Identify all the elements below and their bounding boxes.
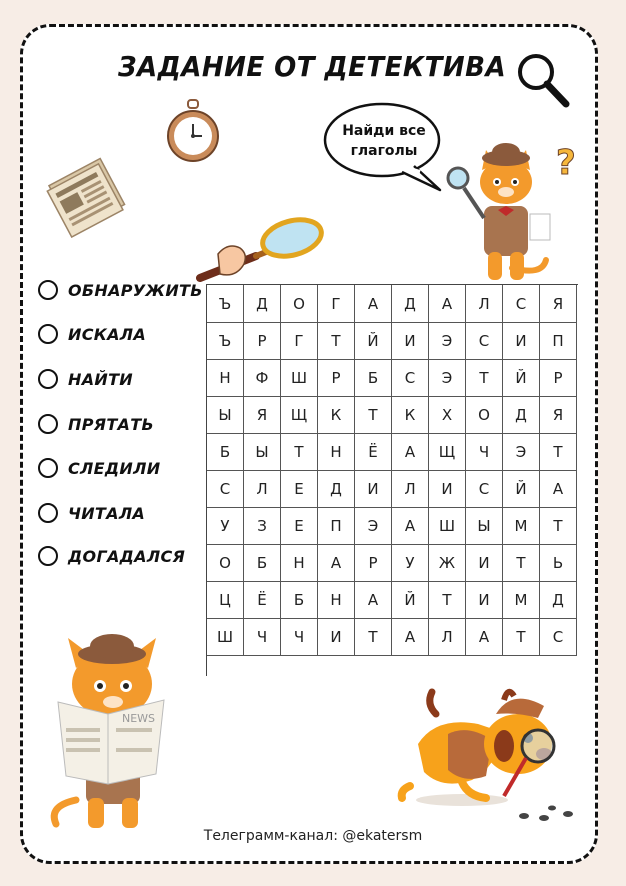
grid-cell[interactable]: Б xyxy=(281,581,318,619)
grid-cell[interactable]: А xyxy=(429,285,466,323)
grid-cell[interactable]: Ч xyxy=(244,618,281,656)
grid-cell[interactable]: Д xyxy=(244,285,281,323)
grid-cell[interactable]: Р xyxy=(318,359,355,397)
list-item[interactable] xyxy=(38,412,154,436)
grid-cell[interactable]: Я xyxy=(540,285,577,323)
word-label: НАЙТИ xyxy=(68,369,133,389)
grid-cell[interactable]: Ъ xyxy=(207,322,244,360)
grid-cell[interactable]: Т xyxy=(355,618,392,656)
grid-cell[interactable]: Г xyxy=(318,285,355,323)
grid-cell[interactable]: Л xyxy=(466,285,503,323)
grid-cell[interactable]: Т xyxy=(540,433,577,471)
hand-magnifier-icon xyxy=(192,214,326,290)
grid-cell[interactable]: Й xyxy=(392,581,429,619)
grid-cell[interactable]: Л xyxy=(392,470,429,508)
grid-cell[interactable]: С xyxy=(466,470,503,508)
grid-cell[interactable]: К xyxy=(318,396,355,434)
grid-cell[interactable]: Т xyxy=(503,544,540,582)
grid-cell[interactable]: З xyxy=(244,507,281,545)
grid-cell[interactable]: Т xyxy=(281,433,318,471)
grid-cell[interactable]: Э xyxy=(503,433,540,471)
grid-cell[interactable]: И xyxy=(466,581,503,619)
grid-cell[interactable]: Ь xyxy=(540,544,577,582)
grid-cell[interactable]: О xyxy=(466,396,503,434)
grid-cell[interactable]: Й xyxy=(503,470,540,508)
grid-cell[interactable]: Щ xyxy=(281,396,318,434)
grid-cell[interactable]: Г xyxy=(281,322,318,360)
grid-cell[interactable]: Р xyxy=(244,322,281,360)
grid-cell[interactable]: Л xyxy=(429,618,466,656)
checkbox-circle[interactable] xyxy=(38,280,58,300)
grid-cell[interactable]: Б xyxy=(355,359,392,397)
list-item[interactable] xyxy=(38,278,203,302)
grid-cell[interactable]: Ё xyxy=(355,433,392,471)
magnifier-icon xyxy=(514,50,572,110)
grid-cell[interactable]: О xyxy=(207,544,244,582)
grid-cell[interactable]: П xyxy=(318,507,355,545)
grid-cell[interactable]: И xyxy=(429,470,466,508)
grid-cell[interactable]: Д xyxy=(503,396,540,434)
grid-cell[interactable]: С xyxy=(503,285,540,323)
grid-cell[interactable]: Б xyxy=(207,433,244,471)
newspaper-label: NEWS xyxy=(122,712,156,725)
footer-telegram: Телеграмм-канал: @ekatersm xyxy=(203,828,423,844)
grid-cell[interactable]: Ы xyxy=(207,396,244,434)
word-label: ОБНАРУЖИТЬ xyxy=(68,280,203,300)
grid-cell[interactable]: Т xyxy=(540,507,577,545)
speech-bubble-text: Найди все глаголы xyxy=(342,123,426,159)
checkbox-circle[interactable] xyxy=(38,546,58,566)
grid-cell[interactable]: П xyxy=(540,322,577,360)
checkbox-circle[interactable] xyxy=(38,503,58,523)
grid-cell[interactable]: Ш xyxy=(429,507,466,545)
grid-cell[interactable]: Т xyxy=(503,618,540,656)
word-label: ДОГАДАЛСЯ xyxy=(68,546,186,566)
list-item[interactable] xyxy=(38,456,160,480)
grid-cell[interactable]: Ф xyxy=(244,359,281,397)
grid-cell[interactable]: Н xyxy=(318,433,355,471)
grid-cell[interactable]: Ш xyxy=(281,359,318,397)
grid-cell[interactable]: Х xyxy=(429,396,466,434)
checkbox-circle[interactable] xyxy=(38,369,58,389)
word-label: ПРЯТАТЬ xyxy=(68,414,154,434)
grid-cell[interactable]: Р xyxy=(540,359,577,397)
grid-cell[interactable]: С xyxy=(466,322,503,360)
grid-cell[interactable]: Е xyxy=(281,470,318,508)
grid-cell[interactable]: Ъ xyxy=(207,285,244,323)
grid-cell[interactable]: Е xyxy=(281,507,318,545)
grid-cell[interactable]: С xyxy=(207,470,244,508)
detective-cat-bottom xyxy=(46,628,176,840)
grid-cell[interactable]: И xyxy=(503,322,540,360)
grid-cell[interactable]: И xyxy=(466,544,503,582)
list-item[interactable] xyxy=(38,544,185,568)
grid-cell[interactable]: Й xyxy=(355,322,392,360)
list-item[interactable] xyxy=(38,367,133,391)
grid-cell[interactable]: Т xyxy=(355,396,392,434)
grid-cell[interactable]: А xyxy=(392,618,429,656)
grid-cell[interactable]: А xyxy=(540,470,577,508)
grid-cell[interactable]: Ы xyxy=(244,433,281,471)
word-label: СЛЕДИЛИ xyxy=(68,458,161,478)
grid-cell[interactable]: С xyxy=(392,359,429,397)
svg-text:?: ? xyxy=(556,143,576,183)
grid-cell[interactable]: Т xyxy=(429,581,466,619)
grid-cell[interactable]: Я xyxy=(244,396,281,434)
grid-cell[interactable]: Э xyxy=(355,507,392,545)
grid-cell[interactable]: Н xyxy=(281,544,318,582)
grid-cell[interactable]: Э xyxy=(429,359,466,397)
grid-cell[interactable]: Р xyxy=(355,544,392,582)
word-label: ИСКАЛА xyxy=(68,324,147,344)
grid-cell[interactable]: А xyxy=(392,433,429,471)
grid-cell[interactable]: Й xyxy=(503,359,540,397)
grid-cell[interactable]: Ё xyxy=(244,581,281,619)
grid-cell[interactable]: Н xyxy=(207,359,244,397)
checkbox-circle[interactable] xyxy=(38,324,58,344)
grid-cell[interactable]: К xyxy=(392,396,429,434)
list-item[interactable] xyxy=(38,322,146,346)
grid-cell[interactable]: Я xyxy=(540,396,577,434)
grid-cell[interactable]: А xyxy=(392,507,429,545)
page-title: ЗАДАНИЕ ОТ ДЕТЕКТИВА xyxy=(118,50,507,83)
question-mark-icon xyxy=(552,140,582,184)
grid-cell[interactable]: С xyxy=(540,618,577,656)
grid-cell[interactable]: Ч xyxy=(466,433,503,471)
grid-cell[interactable]: О xyxy=(281,285,318,323)
grid-cell[interactable]: У xyxy=(392,544,429,582)
grid-cell[interactable]: Ж xyxy=(429,544,466,582)
grid-cell[interactable]: Т xyxy=(466,359,503,397)
grid-cell[interactable]: Щ xyxy=(429,433,466,471)
detective-dog xyxy=(392,684,582,824)
grid-cell[interactable]: А xyxy=(318,544,355,582)
grid-cell[interactable]: Н xyxy=(318,581,355,619)
grid-cell[interactable]: Д xyxy=(392,285,429,323)
grid-cell[interactable]: Э xyxy=(429,322,466,360)
checkbox-circle[interactable] xyxy=(38,458,58,478)
word-search-grid xyxy=(206,284,578,676)
word-label: ЧИТАЛА xyxy=(68,503,146,523)
grid-cell[interactable]: Ч xyxy=(281,618,318,656)
list-item[interactable] xyxy=(38,501,145,525)
grid-cell[interactable]: Б xyxy=(244,544,281,582)
grid-cell[interactable]: Ш xyxy=(207,618,244,656)
grid-cell[interactable]: А xyxy=(466,618,503,656)
grid-cell[interactable]: И xyxy=(355,470,392,508)
grid-cell[interactable]: Ы xyxy=(466,507,503,545)
grid-cell[interactable]: У xyxy=(207,507,244,545)
grid-cell[interactable]: Л xyxy=(244,470,281,508)
checkbox-circle[interactable] xyxy=(38,414,58,434)
clock-icon xyxy=(164,98,222,166)
newspaper-icon xyxy=(46,152,132,238)
grid-cell[interactable]: А xyxy=(355,581,392,619)
grid-cell[interactable]: Д xyxy=(540,581,577,619)
grid-cell[interactable]: Д xyxy=(318,470,355,508)
grid-cell[interactable]: И xyxy=(392,322,429,360)
grid-cell[interactable]: Ц xyxy=(207,581,244,619)
grid-cell[interactable]: Т xyxy=(318,322,355,360)
grid-cell[interactable]: М xyxy=(503,507,540,545)
grid-cell[interactable]: А xyxy=(355,285,392,323)
grid-cell[interactable]: М xyxy=(503,581,540,619)
detective-cat-top xyxy=(444,140,556,290)
grid-cell[interactable]: И xyxy=(318,618,355,656)
